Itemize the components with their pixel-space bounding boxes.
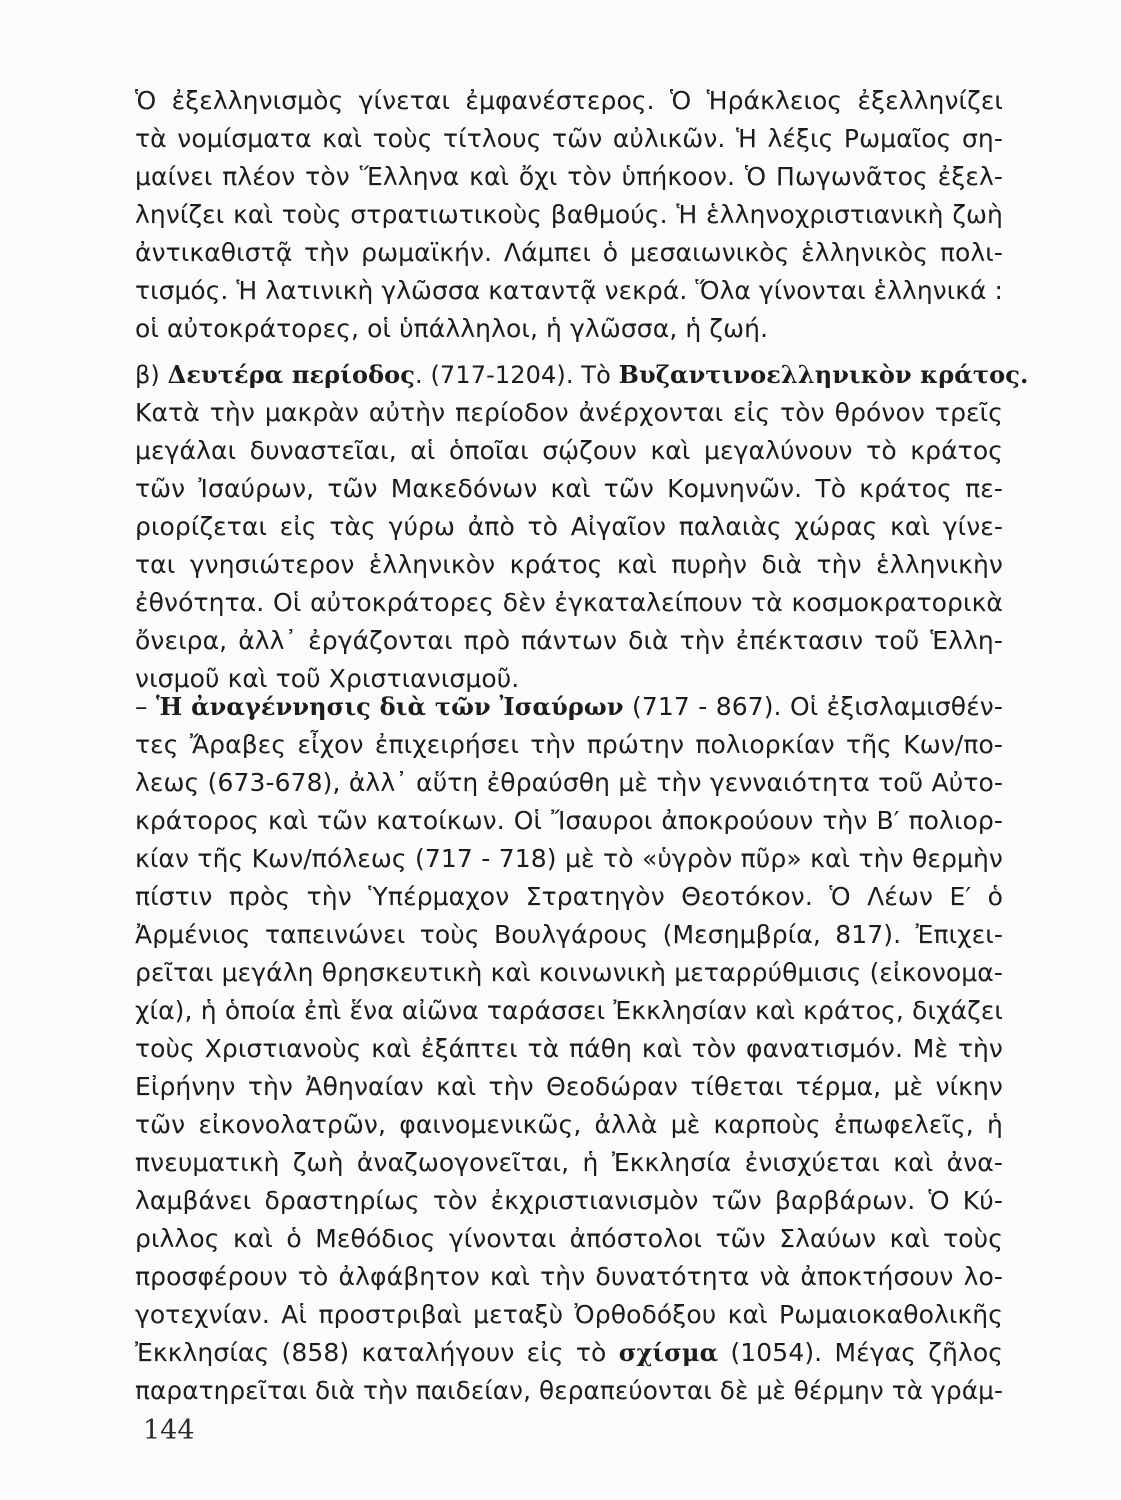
text-run: Ἐκκλησίας (858) καταλήγουν εἰς τὸ — [135, 1338, 619, 1367]
text-run: . (717-1204). Τὸ — [415, 361, 619, 389]
schism-line — [135, 1334, 1003, 1372]
text-line: οἱ αὐτοκράτορες, οἱ ὑπάλληλοι, ἡ γλῶσσα, ἡ ζωή. — [135, 314, 769, 343]
section-heading-line — [135, 688, 1003, 726]
paragraph-isaurian-renaissance — [135, 688, 1003, 1410]
heading-bold: Βυζαντινοελληνικὸν κράτος. — [618, 360, 1029, 389]
schism-term: σχίσμα — [618, 1338, 719, 1367]
text-run: (1054). Μέγας ζῆλος — [718, 1338, 1004, 1367]
text-line: τῶν εἰκονολατρῶν, φαινομενικῶς, ἀλλὰ μὲ καρποὺς ἐπωφελεῖς, ἡ — [135, 1110, 1003, 1139]
text-line: τισμός. Ἡ λατινικὴ γλῶσσα καταντᾷ νεκρά. Ὅλα γίνονται ἑλληνικά : — [135, 276, 1003, 305]
text-line: λαμβάνει δραστηρίως τὸν ἐκχριστιανισμὸν τῶν βαρβάρων. Ὁ Κύ- — [135, 1186, 1003, 1215]
text-line: ριλλος καὶ ὁ Μεθόδιος γίνονται ἀπόστολοι τῶν Σλαύων καὶ τοὺς — [135, 1224, 1003, 1253]
text-line: κίαν τῆς Κων/πόλεως (717 - 718) μὲ τὸ «ὑγρὸν πῦρ» καὶ τὴν θερμὴν — [135, 844, 1003, 873]
text-line: Ἀρμένιος ταπεινώνει τοὺς Βουλγάρους (Μεσημβρία, 817). Ἐπιχει- — [135, 920, 1003, 949]
text-line: ἀντικαθιστᾷ τὴν ρωμαϊκήν. Λάμπει ὁ μεσαιωνικὸς ἑλληνικὸς πολι- — [135, 238, 1003, 267]
text-line: μεγάλαι δυναστεῖαι, αἱ ὁποῖαι σῴζουν καὶ μεγαλύνουν τὸ κράτος — [135, 436, 1003, 465]
text-line: μαίνει πλέον τὸν Ἕλληνα καὶ ὄχι τὸν ὑπήκοον. Ὁ Πωγωνᾶτος ἐξελ- — [135, 162, 1003, 191]
text-line: νισμοῦ καὶ τοῦ Χριστιανισμοῦ. — [135, 664, 520, 693]
text-line: λεως (673-678), ἀλλ᾽ αὕτη ἐθραύσθη μὲ τὴν γενναιότητα τοῦ Αὐτο- — [135, 768, 1003, 797]
text-line: χία), ἡ ὁποία ἐπὶ ἕνα αἰῶνα ταράσσει Ἐκκλησίαν καὶ κράτος, διχάζει — [135, 996, 1003, 1025]
text-line: ται γνησιώτερον ἑλληνικὸν κράτος καὶ πυρὴν διὰ τὴν ἑλληνικὴν — [135, 550, 1003, 579]
text-line: προσφέρουν τὸ ἀλφάβητον καὶ τὴν δυνατότητα νὰ ἀποκτήσουν λο- — [135, 1262, 1003, 1291]
text-line: ἐθνότητα. Οἱ αὐτοκράτορες δὲν ἐγκαταλείπουν τὰ κοσμοκρατορικὰ — [135, 588, 1003, 617]
heading-bold: Δευτέρα περίοδος — [167, 360, 415, 389]
page-number: 144 — [143, 1415, 195, 1446]
text-line: Εἰρήνην τὴν Ἀθηναίαν καὶ τὴν Θεοδώραν τίθεται τέρμα, μὲ νίκην — [135, 1072, 1003, 1101]
text-line: γοτεχνίαν. Αἱ προστριβαὶ μεταξὺ Ὀρθοδόξου καὶ Ρωμαιοκαθολικῆς — [135, 1300, 1003, 1329]
text-line: τες Ἄραβες εἶχον ἐπιχειρήσει τὴν πρώτην πολιορκίαν τῆς Κων/πο- — [135, 730, 1003, 759]
text-line: Ὁ ἐξελληνισμὸς γίνεται ἐμφανέστερος. Ὁ Ἡράκλειος ἐξελληνίζει — [135, 86, 1003, 115]
paragraph-hellenization — [135, 82, 1003, 348]
text-line: πίστιν πρὸς τὴν Ὑπέρμαχον Στρατηγὸν Θεοτόκον. Ὁ Λέων Ε′ ὁ — [135, 882, 1003, 911]
text-line: ληνίζει καὶ τοὺς στρατιωτικοὺς βαθμούς. Ἡ ἑλληνοχριστιανικὴ ζωὴ — [135, 200, 1003, 229]
text-run: β) — [135, 361, 168, 389]
section-heading-line — [135, 356, 1029, 394]
paragraph-second-period — [135, 356, 1029, 698]
heading-bold: Ἡ ἀναγέννησις διὰ τῶν Ἰσαύρων — [155, 692, 624, 721]
text-line: τῶν Ἰσαύρων, τῶν Μακεδόνων καὶ τῶν Κομνηνῶν. Τὸ κράτος πε- — [135, 474, 1003, 503]
text-line: ρεῖται μεγάλη θρησκευτικὴ καὶ κοινωνικὴ μεταρρύθμισις (εἰκονομα- — [135, 958, 1003, 987]
text-line: τοὺς Χριστιανοὺς καὶ ἐξάπτει τὰ πάθη καὶ τὸν φανατισμόν. Μὲ τὴν — [135, 1034, 1003, 1063]
text-run: – — [135, 692, 156, 721]
text-line: πνευματικὴ ζωὴ ἀναζωογονεῖται, ἡ Ἐκκλησία ἐνισχύεται καὶ ἀνα- — [135, 1148, 1003, 1177]
text-line: ριορίζεται εἰς τὰς γύρω ἀπὸ τὸ Αἰγαῖον παλαιὰς χώρας καὶ γίνε- — [135, 512, 1003, 541]
text-line: παρατηρεῖται διὰ τὴν παιδείαν, θεραπεύονται δὲ μὲ θέρμην τὰ γράμ- — [135, 1376, 1003, 1405]
text-line: τὰ νομίσματα καὶ τοὺς τίτλους τῶν αὐλικῶν. Ἡ λέξις Ρωμαῖος ση- — [135, 124, 1003, 153]
text-line: Κατὰ τὴν μακρὰν αὐτὴν περίοδον ἀνέρχονται εἰς τὸν θρόνον τρεῖς — [135, 398, 1003, 427]
text-run: (717 - 867). Οἱ ἐξισλαμισθέν- — [623, 692, 1003, 721]
text-line: κράτορος καὶ τῶν κατοίκων. Οἱ Ἴσαυροι ἀποκρούουν τὴν Β′ πολιορ- — [135, 806, 1003, 835]
text-line: ὄνειρα, ἀλλ᾽ ἐργάζονται πρὸ πάντων διὰ τὴν ἐπέκτασιν τοῦ Ἑλλη- — [135, 626, 1003, 655]
